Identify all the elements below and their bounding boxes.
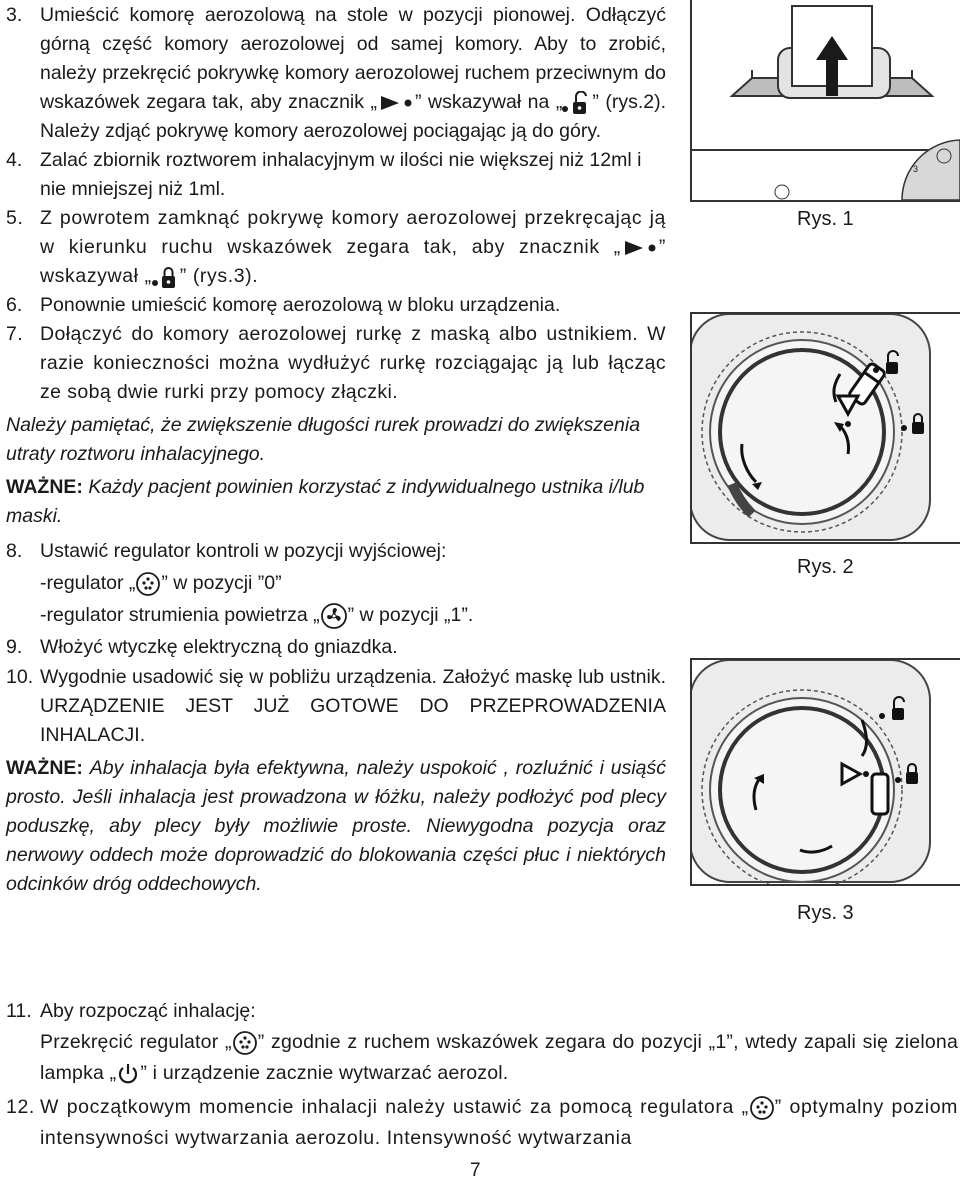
step-6: 6. Ponownie umieścić komorę aerozolową w bloku urządzenia. — [6, 294, 561, 316]
figure-2-caption: Rys. 2 — [797, 556, 854, 578]
step-3: 3. Umieścić komorę aerozolową na stole w pozycji pionowej. Odłączyć górną część komory aerozolowej od samej komory. Aby to zrobić, należy przekręcić pokrywkę komory aerozolowej ruchem przeciwnym do wskazówek zegara tak, aby znacznik „ ” wskazywał na „ ” (rys.2). Należy zdjąć pokrywę komory aerozolowej pociągając ją do góry. — [6, 1, 666, 146]
nebulizer-dial-icon — [232, 1030, 258, 1056]
figure-3 — [690, 658, 960, 886]
step-number: 3. — [6, 4, 23, 26]
step-9: 9. Włożyć wtyczkę elektryczną do gniazdka. — [6, 636, 398, 658]
important-note-1: WAŻNE: Każdy pacjent powinien korzystać z indywidualnego ustnika i/lub maski. — [6, 476, 645, 527]
unlocked-padlock-icon — [562, 91, 592, 115]
chamber-lid-unlock-illustration — [692, 314, 960, 542]
figure-1 — [690, 0, 960, 202]
arrow-dot-marker-icon — [377, 94, 415, 112]
figure-2 — [690, 312, 960, 544]
step-8: 8. Ustawić regulator kontroli w pozycji wyjściowej: -regulator „ ” w pozycji ”0” -regulator strumienia powietrza „ ” w pozycji „1”. — [6, 535, 666, 631]
nebulizer-dial-icon — [135, 571, 161, 597]
nebulizer-dial-icon — [749, 1095, 775, 1121]
fan-icon — [320, 602, 348, 630]
step-5: 5. Z powrotem zamknąć pokrywę komory aerozolowej przekręcając ją w kierunku ruchu wskazówek zegara tak, aby znacznik „ ” wskazywał „ ” (rys.3). — [6, 207, 666, 287]
step-7: 7. Dołączyć do komory aerozolowej rurkę z maską albo ustnikiem. W razie konieczności można wydłużyć rurkę rozciągając ją lub łącząc ze sobą dwie rurki przy pomocy złączki. — [6, 323, 666, 403]
dial-mark-label: 3 — [913, 164, 919, 174]
important-note-2: WAŻNE: Aby inhalacja była efektywna, należy uspokoić , rozluźnić i usiąść prosto. Jeśli inhalacja jest prowadzona w łóżku, należy podłożyć pod plecy poduszkę, aby plecy były możliwie proste. Niewygodna pozycja oraz nerwowy oddech może doprowadzić do blokowania części płuc i niektórych odcinków dróg oddechowych. — [6, 757, 666, 895]
note-tube-length: Należy pamiętać, że zwiększenie długości rurek prowadzi do zwiększenia utraty roztworu inhalacyjnego. — [6, 414, 641, 465]
power-icon — [116, 1062, 140, 1086]
step-4: 4. Zalać zbiornik roztworem inhalacyjnym w ilości nie większej niż 12ml i nie mniejszej niż 1ml. — [6, 149, 642, 200]
locked-padlock-icon — [152, 265, 180, 289]
arrow-dot-marker-icon — [621, 239, 659, 257]
nebulizer-chamber-lid-illustration — [692, 0, 960, 200]
step-10: 10. Wygodnie usadowić się w pobliżu urządzenia. Założyć maskę lub ustnik. URZĄDZENIE JEST JUŻ GOTOWE DO PRZEPROWADZENIA INHALACJI. — [6, 666, 666, 746]
figure-3-caption: Rys. 3 — [797, 902, 854, 924]
page-number: 7 — [470, 1160, 481, 1181]
step-11: 11. Aby rozpocząć inhalację: Przekręcić regulator „ ” zgodnie z ruchem wskazówek zegara do pozycji „1”, wtedy zapali się zielona lampka „ ” i urządzenie zacznie wytwarzać aerozol. — [6, 1000, 958, 1084]
chamber-lid-lock-illustration — [692, 660, 960, 884]
figure-1-caption: Rys. 1 — [797, 208, 854, 230]
step-12: 12. W początkowym momencie inhalacji należy ustawić za pomocą regulatora „ ” optymalny poziom intensywności wytwarzania aerozolu. Intensywność wytwarzania — [6, 1096, 958, 1149]
instructions-column — [6, 0, 666, 899]
